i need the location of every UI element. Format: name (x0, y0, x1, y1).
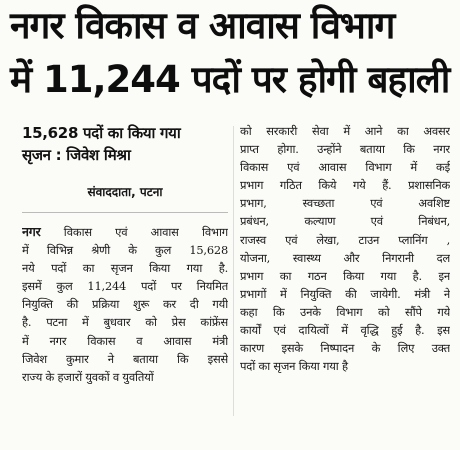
article-right-line: योजना, स्वास्थ्य और निगरानी दल (240, 250, 450, 265)
article-column-right (240, 122, 450, 375)
article-left-line: जिवेश कुमार ने बताया कि इससे (22, 351, 228, 366)
article-left-line: राज्य के हजारों युवकों व युवतियों (22, 369, 154, 384)
article-column-left (22, 122, 228, 386)
subheadline-line-1: 15,628 पदों का किया गया (22, 124, 181, 142)
column-divider (233, 126, 234, 416)
article-right-line: प्रभाग का गठन किया गया है. इन (240, 268, 450, 283)
article-right-line: प्रभाग, स्वच्छता एवं अवशिष्ट (240, 196, 450, 211)
article-right-line: को सरकारी सेवा में आने का अवसर (240, 124, 450, 138)
article-right-line: प्रभागों में नियुक्ति की जायेगी. मंत्री ने (240, 286, 450, 301)
article-left-line: में नगर विकास व आवास मंत्री (22, 333, 228, 348)
article-left-line: नये पदों का सृजन किया गया है. (22, 261, 228, 276)
article-dropword: नगर (22, 224, 41, 239)
headline-line-2: में 11,244 पदों पर होगी बहाली (10, 58, 450, 101)
headline-line-1: नगर विकास व आवास विभाग (10, 4, 395, 47)
article-right-line: प्रबंधन, कल्याण एवं निबंधन, (240, 214, 450, 229)
article-right-line: राजस्व एवं लेखा, टाउन प्लानिंग , (240, 232, 450, 247)
article-right-line: कारण इसके निष्पादन के लिए उक्त (240, 341, 450, 356)
article-left-first-line-rest: विकास एवं आवास विभाग (40, 225, 228, 239)
article-left-line (22, 223, 228, 241)
article-left-line: में विभिन्न श्रेणी के कुल 15,628 (22, 243, 228, 258)
article-right-line: प्रभाग गठित किये गये हैं. प्रशासनिक (240, 178, 450, 193)
article-right-line: विकास एवं आवास विभाग में कई (240, 160, 450, 175)
byline: संवाददाता, पटना (87, 185, 163, 199)
article-left-line: है. पटना में बुधवार को प्रेस कांफ्रेंस (22, 315, 228, 330)
article-left-line: इसमें कुल 11,244 पदों पर नियमित (22, 279, 228, 294)
article-right-line: कार्यों एवं दायित्वों में वृद्धि हुई है. इस (240, 323, 450, 338)
subheadline-line-2: सृजन : जिवेश मिश्रा (22, 146, 131, 164)
article-left-line: नियुक्ति की प्रक्रिया शुरू कर दी गयी (22, 297, 228, 312)
article-right-line: कहा कि उनके विभाग को सौंपे गये (240, 304, 450, 319)
byline-divider (22, 212, 228, 213)
article-right-line: पदों का सृजन किया गया है (240, 359, 348, 374)
article-right-line: प्राप्त होगा. उन्होंने बताया कि नगर (240, 142, 450, 157)
